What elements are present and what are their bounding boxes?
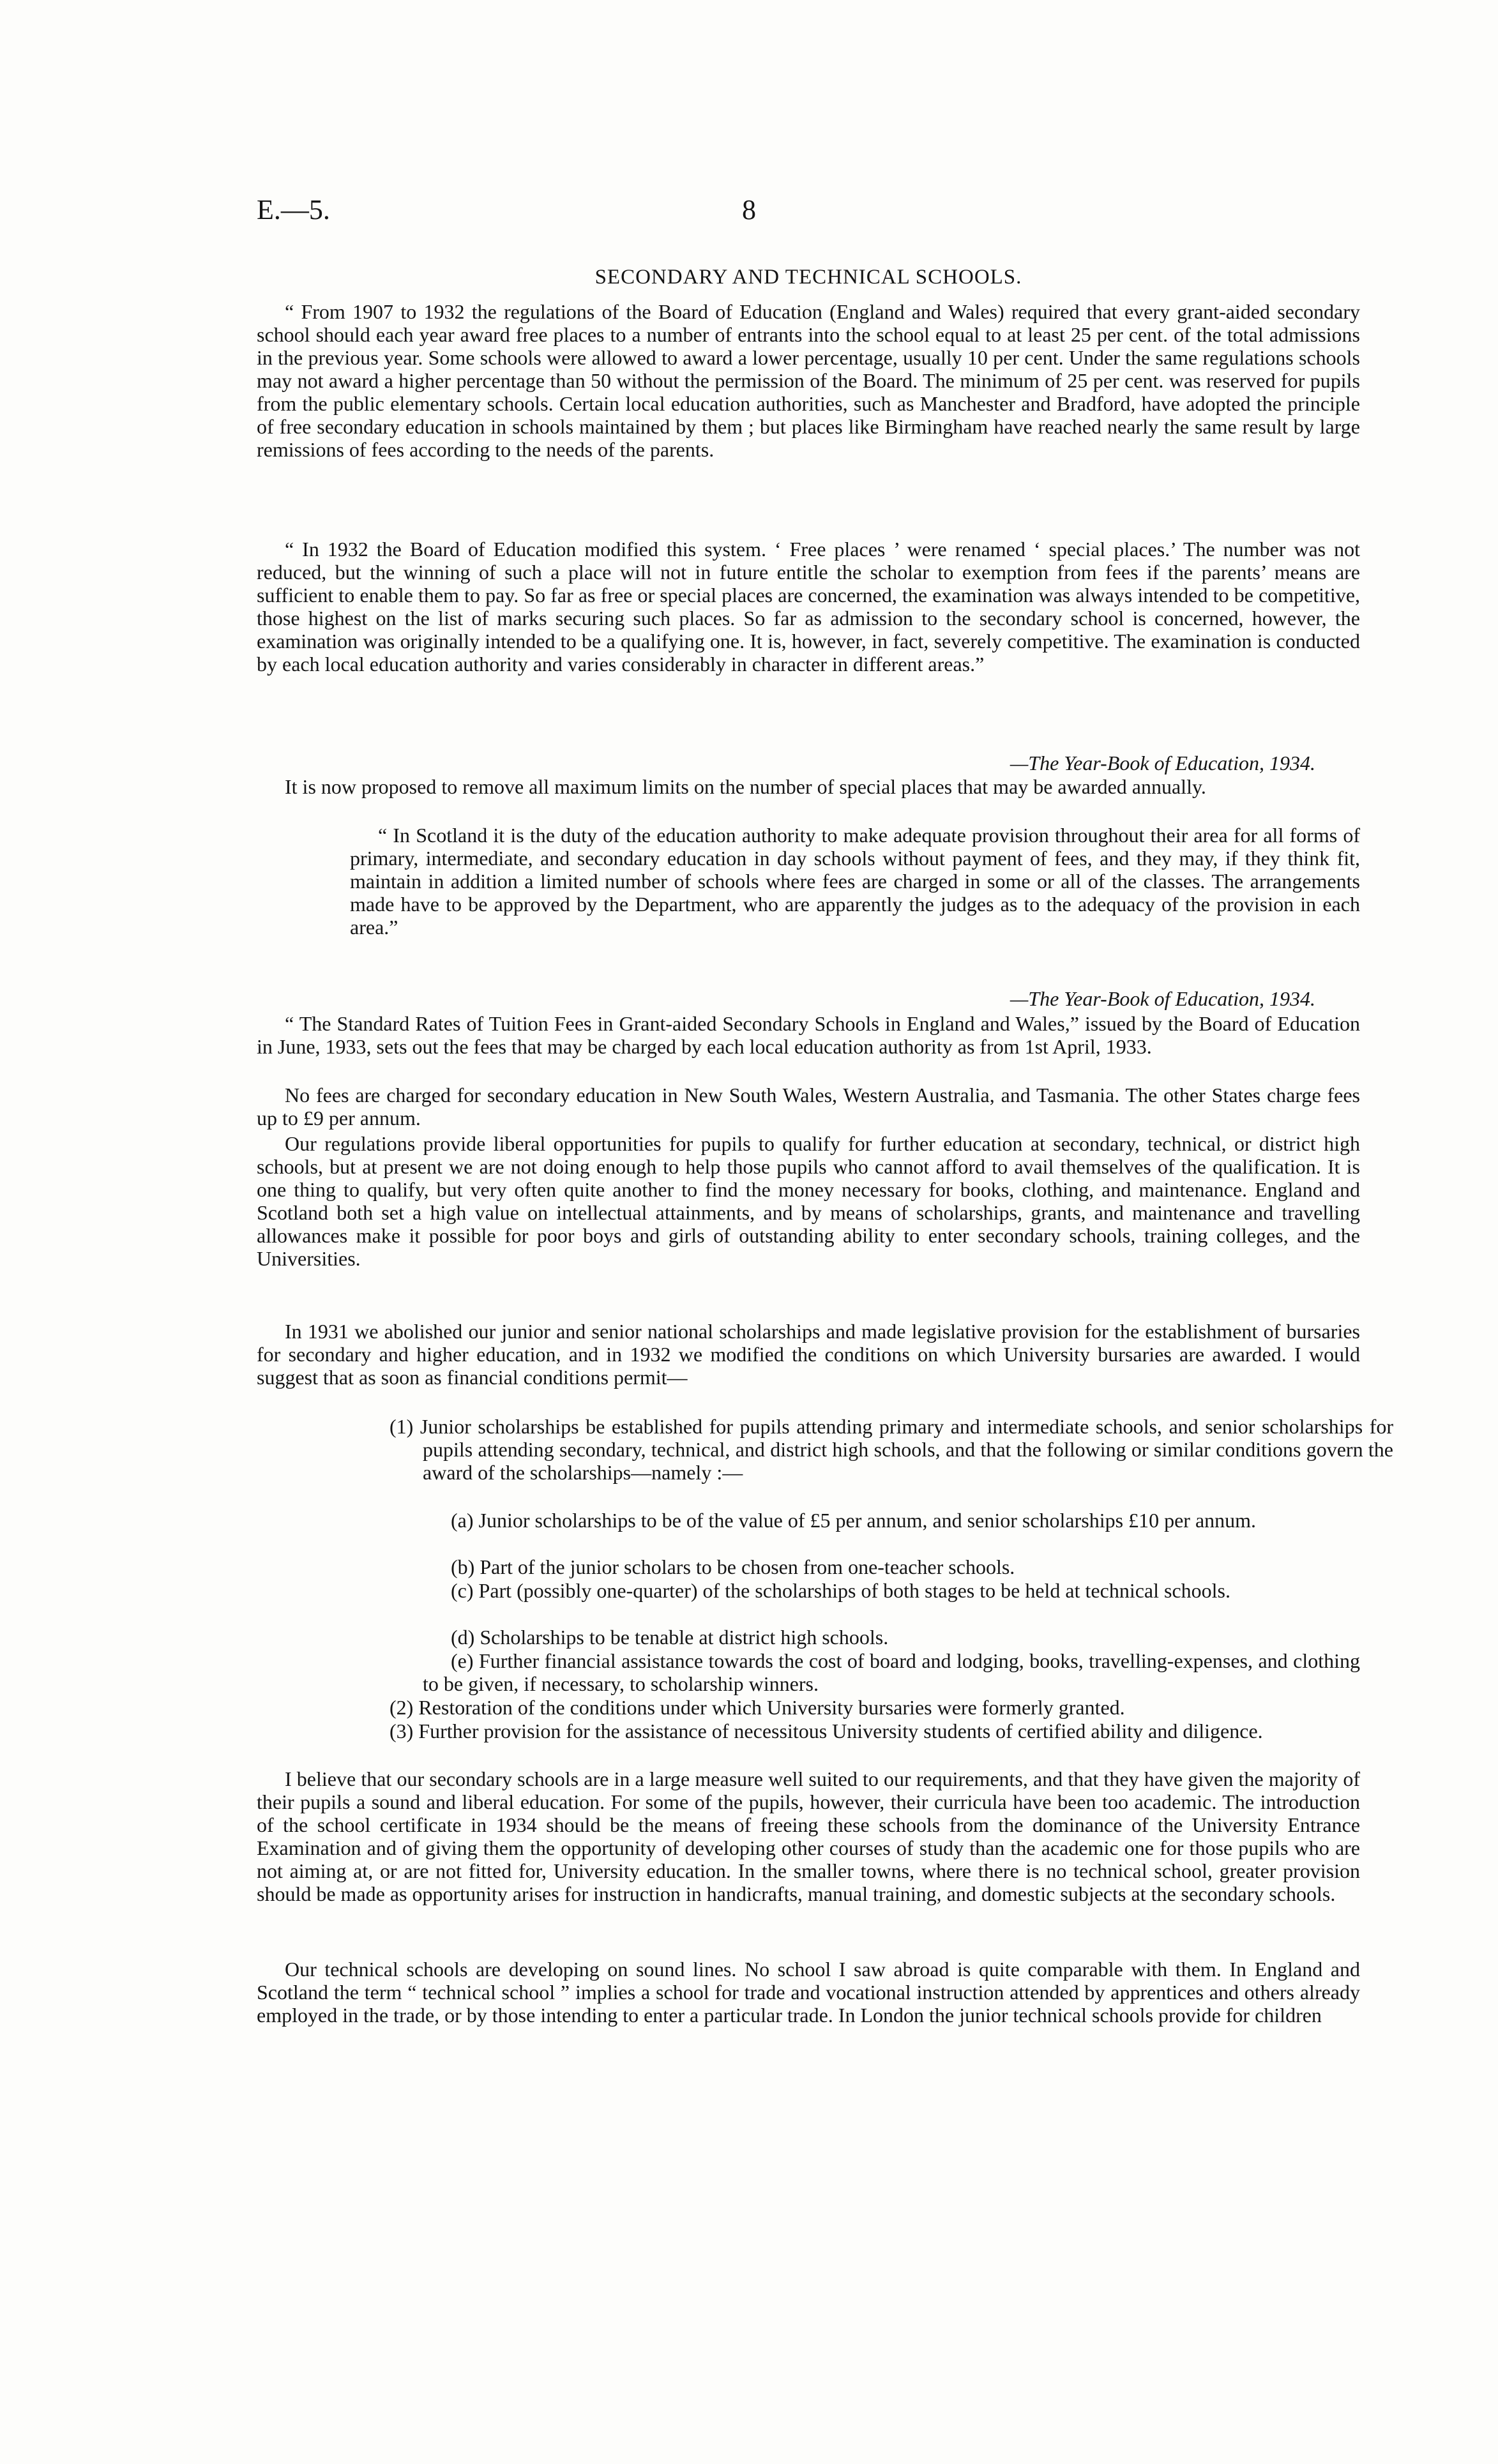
list-item: (2) Restoration of the conditions under which University bursaries were formerly granted. (390, 1696, 1125, 1719)
sub-list-item: (d) Scholarships to be tenable at district high schools. (451, 1626, 889, 1649)
report-code: E.—5. (257, 194, 330, 225)
paragraph: Our regulations provide liberal opportunities for pupils to qualify for further education at secondary, technical, or district high schools, but at present we are not doing enough to help those pupils who cannot afford to avail themselves of the qualification. It is one thing to qualify, but very often quite another to find the money necessary for books, clothing, and maintenance. England and Scotland both set a high value on intellectual attainments, and by means of scholarships, grants, and maintenance and travelling allowances make it possible for poor boys and girls of outstanding ability to enter secondary schools, training colleges, and the Universities. (257, 1132, 1360, 1270)
paragraph: It is now proposed to remove all maximum limits on the number of special places that may be awarded annually. (285, 775, 1206, 798)
paragraph: “ The Standard Rates of Tuition Fees in Grant-aided Secondary Schools in England and Wales,” issued by the Board of Education in June, 1933, sets out the fees that may be charged by each local education authority as from 1st April, 1933. (257, 1012, 1360, 1058)
paragraph: In 1931 we abolished our junior and senior national scholarships and made legislative provision for the establishment of bursaries for secondary and higher education, and in 1932 we modified the conditions on which University bursaries are awarded. I would suggest that as soon as financial conditions permit— (257, 1320, 1360, 1389)
sub-list-item: (b) Part of the junior scholars to be chosen from one-teacher schools. (451, 1555, 1015, 1578)
citation: —The Year-Book of Education, 1934. (1010, 987, 1315, 1010)
sub-list-item: (e) Further financial assistance towards the cost of board and lodging, books, travelling-expenses, and clothing to be given, if necessary, to scholarship winners. (423, 1649, 1360, 1695)
paragraph: Our technical schools are developing on sound lines. No school I saw abroad is quite comparable with them. In England and Scotland the term “ technical school ” implies a school for trade and vocational instruction attended by apprentices and others already employed in the trade, or by those intending to enter a particular trade. In London the junior technical schools provide for children (257, 1958, 1360, 2027)
paragraph: “ In 1932 the Board of Education modified this system. ‘ Free places ’ were renamed ‘ special places.’ The number was not reduced, but the winning of such a place will not in future entitle the scholar to exemption from fees if the parents’ means are sufficient to enable them to pay. So far as free or special places are concerned, the examination was always intended to be competitive, those highest on the list of marks securing such places. So far as admission to the secondary school is concerned, however, the examination was originally intended to be a qualifying one. It is, however, in fact, severely competitive. The examination is conducted by each local education authority and varies considerably in character in different areas.” (257, 538, 1360, 676)
citation: —The Year-Book of Education, 1934. (1010, 752, 1315, 775)
page-number: 8 (742, 194, 756, 225)
list-item: (1) Junior scholarships be established for pupils attending primary and intermediate schools, and senior scholarships for pupils attending secondary, technical, and district high schools, and that the following or similar conditions govern the award of the scholarships—namely :— (390, 1415, 1393, 1484)
section-title: SECONDARY AND TECHNICAL SCHOOLS. (594, 266, 1022, 289)
paragraph: No fees are charged for secondary education in New South Wales, Western Australia, and Tasmania. The other States charge fees up to £9 per annum. (257, 1084, 1360, 1130)
sub-list-item: (a) Junior scholarships to be of the value of £5 per annum, and senior scholarships £10 per annum. (451, 1509, 1257, 1532)
list-item: (3) Further provision for the assistance of necessitous University students of certified ability and diligence. (390, 1720, 1263, 1742)
quoted-paragraph: “ In Scotland it is the duty of the education authority to make adequate provision throughout their area for all forms of primary, intermediate, and secondary education in day schools without payment of fees, and they may, if they think fit, maintain in addition a limited number of schools where fees are charged in some or all of the classes. The arrangements made have to be approved by the Department, who are apparently the judges as to the adequacy of the provision in each area.” (350, 824, 1360, 939)
paragraph: I believe that our secondary schools are in a large measure well suited to our requirements, and that they have given the majority of their pupils a sound and liberal education. For some of the pupils, however, their curricula have been too academic. The introduction of the school certificate in 1934 should be the means of freeing these schools from the dominance of the University Entrance Examination and of giving them the opportunity of developing other courses of study than the academic one for those pupils who are not aiming at, or are not fitted for, University education. In the smaller towns, where there is no technical school, greater provision should be made as opportunity arises for instruction in handicrafts, manual training, and domestic subjects at the secondary schools. (257, 1767, 1360, 1905)
paragraph: “ From 1907 to 1932 the regulations of the Board of Education (England and Wales) required that every grant-aided secondary school should each year award free places to a number of entrants into the school equal to at least 25 per cent. of the total admissions in the previous year. Some schools were allowed to award a lower percentage, usually 10 per cent. Under the same regulations schools may not award a higher percentage than 50 without the permission of the Board. The minimum of 25 per cent. was reserved for pupils from the public elementary schools. Certain local education authorities, such as Manchester and Bradford, have adopted the principle of free secondary education in schools maintained by them ; but places like Birmingham have reached nearly the same result by large remissions of fees according to the needs of the parents. (257, 300, 1360, 461)
sub-list-item: (c) Part (possibly one-quarter) of the scholarships of both stages to be held at technical schools. (451, 1579, 1230, 1602)
